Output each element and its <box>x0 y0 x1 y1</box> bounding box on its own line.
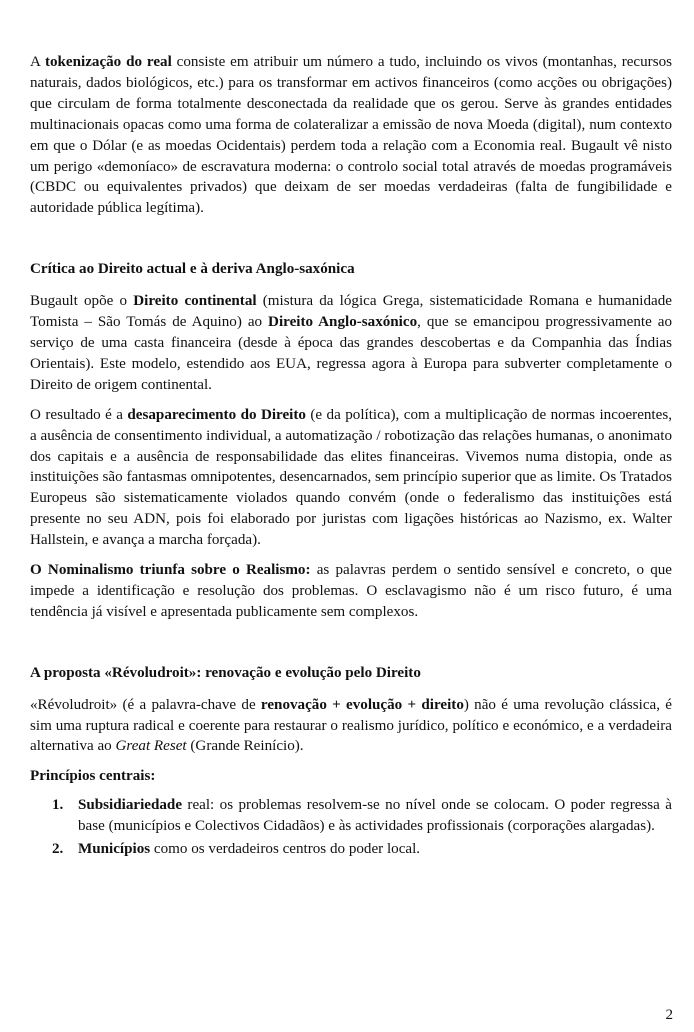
list-number: 2. <box>52 841 64 858</box>
bold-term: Direito continental <box>133 293 257 310</box>
bold-term: Municípios <box>78 841 151 858</box>
text-run: A <box>30 54 45 70</box>
critique-paragraph-2 <box>30 405 672 551</box>
critique-paragraph-3 <box>30 560 672 623</box>
text-run: (Grande Reinício). <box>186 738 304 755</box>
bold-term: renovação + evolução + direito <box>260 696 464 713</box>
bold-term: Direito Anglo-saxónico <box>268 314 418 331</box>
text-run: , que se emancipou progressivamente ao serviço de uma casta financeira (desde à época das grandes descobertas e da Companhia das Índias Orientais). Este modelo, estendido aos EUA, regressa agora à Europa para subverter completamente o Direito de origem continental. <box>30 314 672 393</box>
text-run: como os verdadeiros centros do poder local. <box>150 841 421 858</box>
italic-term: Great Reset <box>115 738 187 755</box>
principles-list <box>30 795 672 860</box>
text-run: consiste em atribuir um número a tudo, incluindo os vivos (montanhas, recursos naturais, dados biológicos, etc.) para os transformar em activos financeiros (como acções ou obrigações) que circulam de forma totalmente desconectada da realidade que os gerou. Serve às grandes entidades multinacionais opacas como uma forma de colateralizar a emissão de nova Moeda (digital), num contexto em que o Dólar (e as moedas Ocidentais) perdem toda a relação com a Economia real. Bugault vê nisto um perigo «demoníaco» de escravatura moderna: o controlo social total através de moedas programáveis (CBDC ou equivalentes privados) que deixam de ser moedas verdadeiras (falta de fungibilidade e autoridade pública legítima). <box>30 54 672 217</box>
bold-term: Subsidiariedade <box>78 797 183 814</box>
proposal-paragraph <box>30 695 672 758</box>
text-run: ) não é uma revolução clássica, é sim uma ruptura radical e coerente para restaurar o realismo jurídico, político e económico, e a verdadeira alternativa ao <box>30 696 672 755</box>
list-number: 1. <box>52 797 64 814</box>
principles-heading: Princípios centrais: <box>30 768 156 785</box>
text-run: Bugault opõe o <box>30 293 134 310</box>
list-item <box>30 795 672 837</box>
page-number: 2 <box>665 1007 673 1023</box>
bold-term: tokenização do real <box>44 54 172 70</box>
intro-paragraph <box>30 52 672 219</box>
text-run: O resultado é a <box>30 406 128 423</box>
bold-term: desaparecimento do Direito <box>127 406 306 423</box>
bold-term: O Nominalismo triunfa sobre o Realismo: <box>30 562 311 579</box>
section-spacer <box>30 228 672 259</box>
page-body <box>30 52 672 862</box>
critique-paragraph-1 <box>30 291 672 396</box>
text-run: (mistura da lógica Grega, sistematicidade Romana e humanidade Tomista – São Tomás de Aquino) ao <box>30 293 672 331</box>
text-run: real: os problemas resolvem-se no nível onde se colocam. O poder regressa à base (municípios e Colectivos Cidadãos) e às actividades profissionais (corporações alargadas). <box>78 797 672 835</box>
section-heading-proposal: A proposta «Révoludroit»: renovação e evolução pelo Direito <box>30 664 421 681</box>
text-run: as palavras perdem o sentido sensível e concreto, o que impede a identificação e resolução dos problemas. O esclavagismo não é um risco futuro, é uma tendência já visível e apresentada publicamente sem complexos. <box>30 562 672 620</box>
list-item <box>30 839 672 860</box>
text-run: «Révoludroit» (é a palavra-chave de <box>30 696 261 713</box>
text-run: (e da política), com a multiplicação de normas incoerentes, a ausência de consentimento individual, a automatização / robotização das relações humanas, o anonimato dos capitais e a ausência de responsabilidade das elites financeiras. Vivemos numa distopia, onde as instituições são fantasmas omnipotentes, desencarnados, sem princípio superior que as limite. Os Tratados Europeus são sistematicamente violados quando convém (onde o federalismo das instituições está presente no seu ADN, pois foi elaborado por juristas com ligações históricas ao Nazismo, ex. Walter Hallstein, e avança a marcha forçada). <box>30 406 672 549</box>
section-spacer <box>30 632 672 663</box>
section-heading-critique: Crítica ao Direito actual e à deriva Anglo-saxónica <box>30 261 355 278</box>
